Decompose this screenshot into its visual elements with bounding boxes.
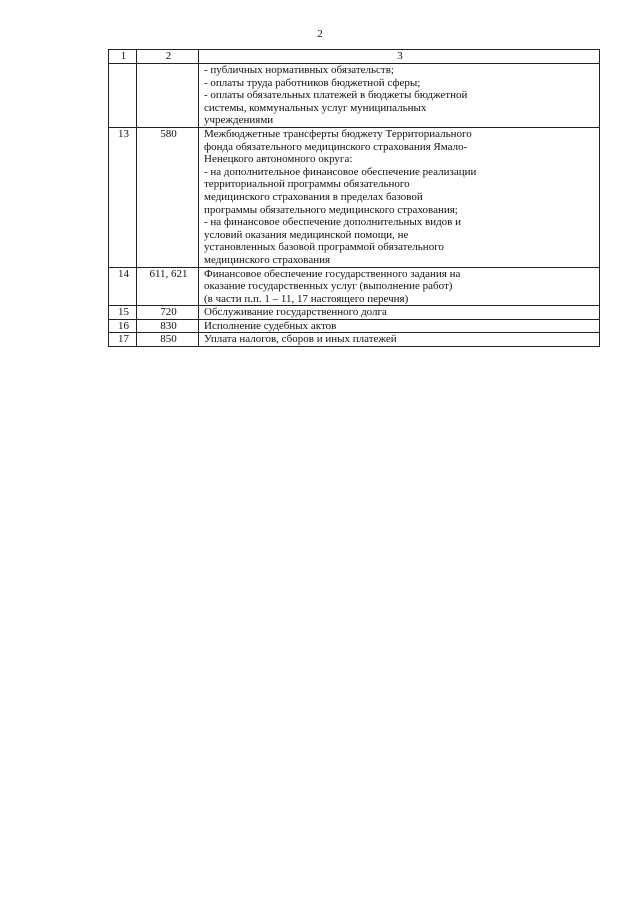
description-line: Финансовое обеспечение государственного задания на <box>204 267 461 280</box>
row-description <box>199 306 600 320</box>
row-description <box>199 333 600 347</box>
row-number <box>109 64 137 128</box>
page-number: 2 <box>317 28 323 40</box>
row-code: 830 <box>137 319 199 333</box>
table-header-row <box>109 50 600 64</box>
description-line: Ненецкого автономного округа: <box>204 153 353 166</box>
description-line: Обслуживание государственного долга <box>204 306 387 319</box>
row-code: 720 <box>137 306 199 320</box>
row-code: 580 <box>137 127 199 267</box>
description-line: Межбюджетные трансферты бюджету Территориального <box>204 127 472 140</box>
expenditure-table <box>108 49 600 347</box>
row-code: 850 <box>137 333 199 347</box>
row-description <box>199 319 600 333</box>
table-row <box>109 127 600 267</box>
description-line: оказание государственных услуг (выполнение работ) <box>204 280 453 293</box>
table-row <box>109 306 600 320</box>
description-line: программы обязательного медицинского страхования; <box>204 203 458 216</box>
row-number: 16 <box>109 319 137 333</box>
description-line: - на дополнительное финансовое обеспечение реализации <box>204 165 477 178</box>
description-line: - оплаты труда работников бюджетной сферы; <box>204 76 421 89</box>
description-line: - оплаты обязательных платежей в бюджеты бюджетной <box>204 89 468 102</box>
description-line: территориальной программы обязательного <box>204 178 410 191</box>
table-row <box>109 64 600 128</box>
column-header-number: 1 <box>109 50 137 64</box>
description-line: Уплата налогов, сборов и иных платежей <box>204 333 397 346</box>
description-line: условий оказания медицинской помощи, не <box>204 228 409 241</box>
description-line: установленных базовой программой обязательного <box>204 241 444 254</box>
row-number: 15 <box>109 306 137 320</box>
row-description <box>199 127 600 267</box>
row-number: 14 <box>109 267 137 306</box>
description-line: Исполнение судебных актов <box>204 319 337 332</box>
row-description <box>199 64 600 128</box>
description-line: (в части п.п. 1 – 11, 17 настоящего перечня) <box>204 292 409 305</box>
column-header-code: 2 <box>137 50 199 64</box>
row-number: 17 <box>109 333 137 347</box>
description-line: - на финансовое обеспечение дополнительных видов и <box>204 216 462 229</box>
description-line: фонда обязательного медицинского страхования Ямало- <box>204 140 468 153</box>
description-line: медицинского страхования в пределах базовой <box>204 190 423 203</box>
description-line: медицинского страхования <box>204 253 331 266</box>
column-header-description: 3 <box>199 50 600 64</box>
table-row <box>109 267 600 306</box>
description-line: - публичных нормативных обязательств; <box>204 64 394 76</box>
table-row <box>109 319 600 333</box>
table-row <box>109 333 600 347</box>
row-number: 13 <box>109 127 137 267</box>
description-line: учреждениями <box>204 114 274 127</box>
row-code <box>137 64 199 128</box>
row-description <box>199 267 600 306</box>
description-line: системы, коммунальных услуг муниципальных <box>204 101 427 114</box>
row-code: 611, 621 <box>137 267 199 306</box>
